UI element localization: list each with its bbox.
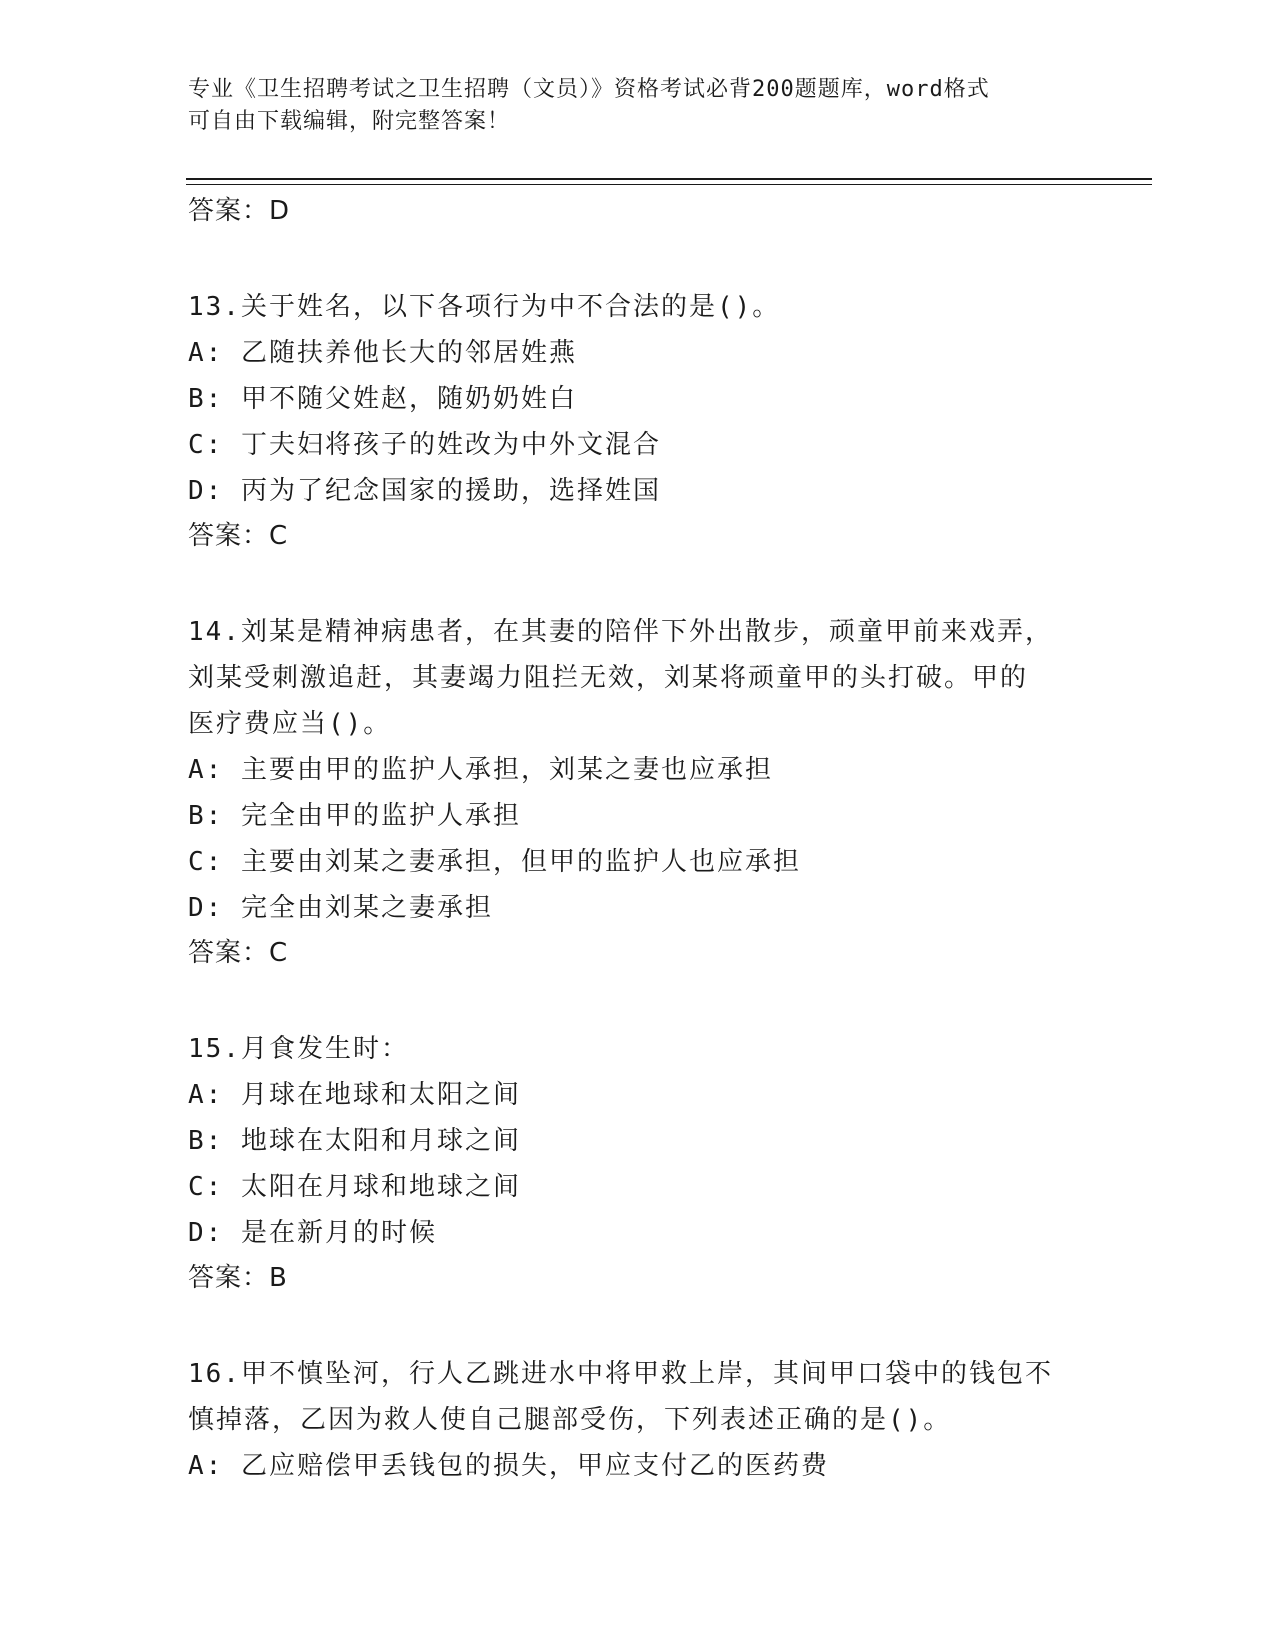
- question-14: [188, 609, 1088, 975]
- header-divider-thick: [186, 178, 1152, 180]
- header-line-2: 可自由下载编辑，附完整答案！: [188, 109, 511, 134]
- answer-line: 答案：D: [188, 196, 291, 226]
- option-c: C: 主要由刘某之妻承担，但甲的监护人也应承担: [188, 847, 801, 877]
- header-line-1: 专业《卫生招聘考试之卫生招聘（文员）》资格考试必背200题题库，word格式: [188, 77, 990, 102]
- question-text: 16.甲不慎坠河，行人乙跳进水中将甲救上岸，其间甲口袋中的钱包不: [188, 1359, 1053, 1389]
- question-list: [188, 189, 1088, 1489]
- option-a: A: 主要由甲的监护人承担，刘某之妻也应承担: [188, 755, 773, 785]
- question-text: 慎掉落，乙因为救人使自己腿部受伤，下列表述正确的是()。: [188, 1405, 952, 1435]
- answer-line: 答案：C: [188, 938, 289, 968]
- header-divider-thin: [186, 184, 1152, 185]
- question-16: [188, 1351, 1088, 1489]
- answer-line: 答案：B: [188, 1263, 288, 1293]
- option-a: A: 乙随扶养他长大的邻居姓燕: [188, 338, 577, 368]
- option-a: A: 乙应赔偿甲丢钱包的损失，甲应支付乙的医药费: [188, 1451, 829, 1481]
- option-c: C: 丁夫妇将孩子的姓改为中外文混合: [188, 430, 661, 460]
- option-d: D: 丙为了纪念国家的援助，选择姓国: [188, 476, 661, 506]
- answer-line: 答案：C: [188, 521, 289, 551]
- question-15: [188, 1026, 1088, 1300]
- question-13: [188, 284, 1088, 558]
- document-header: [188, 74, 1088, 138]
- question-text: 医疗费应当()。: [188, 709, 392, 739]
- option-b: B: 地球在太阳和月球之间: [188, 1126, 521, 1156]
- question-text: 14.刘某是精神病患者，在其妻的陪伴下外出散步，顽童甲前来戏弄，: [188, 617, 1053, 647]
- question-text: 刘某受刺激追赶，其妻竭力阻拦无效，刘某将顽童甲的头打破。甲的: [188, 663, 1029, 693]
- option-a: A: 月球在地球和太阳之间: [188, 1080, 521, 1110]
- option-d: D: 完全由刘某之妻承担: [188, 893, 493, 923]
- option-c: C: 太阳在月球和地球之间: [188, 1172, 521, 1202]
- option-d: D: 是在新月的时候: [188, 1218, 437, 1248]
- option-b: B: 完全由甲的监护人承担: [188, 801, 521, 831]
- option-b: B: 甲不随父姓赵，随奶奶姓白: [188, 384, 577, 414]
- question-text: 13.关于姓名，以下各项行为中不合法的是()。: [188, 292, 781, 322]
- question-text: 15.月食发生时：: [188, 1034, 409, 1064]
